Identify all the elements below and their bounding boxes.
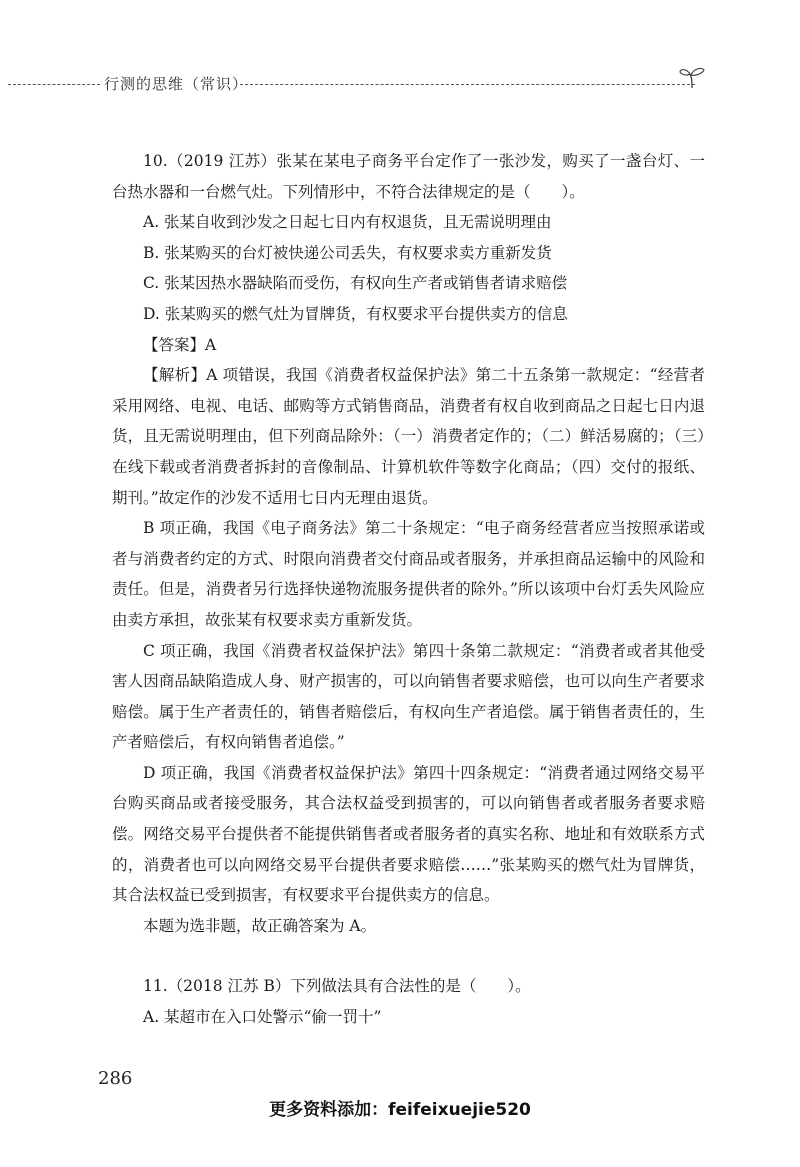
- watermark-text: 更多资料添加：feifeixuejie520: [269, 1100, 531, 1120]
- header-rule-right: [240, 84, 695, 85]
- sprout-icon: [678, 64, 706, 90]
- page-number: 286: [98, 1068, 133, 1089]
- q10-option-b: B. 张某购买的台灯被快递公司丢失，有权要求卖方重新发货: [143, 243, 552, 262]
- page-body: [112, 146, 705, 1033]
- section-gap: [112, 941, 705, 971]
- q10-analysis-b: B 项正确，我国《电子商务法》第二十条规定：“电子商务经营者应当按照承诺或者与消费者约定的方式、时限向消费者交付商品或者服务，并承担商品运输中的风险和责任。但是，消费者另行选择快递物流服务提供者的除外。”所以该项中台灯丢失风险应由卖方承担，故张某有权要求卖方重新发货。: [112, 519, 705, 629]
- question-10-stem: 10.（2019 江苏）张某在某电子商务平台定作了一张沙发，购买了一盏台灯、一台热水器和一台燃气灶。下列情形中，不符合法律规定的是（ ）。: [112, 152, 705, 201]
- question-11-stem: 11.（2018 江苏 B）下列做法具有合法性的是（ ）。: [143, 977, 531, 996]
- q10-analysis-a: 【解析】A 项错误，我国《消费者权益保护法》第二十五条第一款规定：“经营者采用网络、电视、电话、邮购等方式销售商品，消费者有权自收到商品之日起七日内退货，且无需说明理由，但下列商品除外：（一）消费者定作的；（二）鲜活易腐的；（三）在线下载或者消费者拆封的音像制品、计算机软件等数字化商品；（四）交付的报纸、期刊。”故定作的沙发不适用七日内无理由退货。: [112, 366, 705, 507]
- q10-option-d: D. 张某购买的燃气灶为冒牌货，有权要求平台提供卖方的信息: [143, 304, 568, 323]
- q10-conclusion: 本题为选非题，故正确答案为 A。: [143, 916, 377, 935]
- q10-analysis-c: C 项正确，我国《消费者权益保护法》第四十条第二款规定：“消费者或者其他受害人因商品缺陷造成人身、财产损害的，可以向销售者要求赔偿，也可以向生产者要求赔偿。属于生产者责任的，销售者赔偿后，有权向生产者追偿。属于销售者责任的，生产者赔偿后，有权向销售者追偿。”: [112, 641, 705, 752]
- q10-option-c: C. 张某因热水器缺陷而受伤，有权向生产者或销售者请求赔偿: [143, 274, 568, 293]
- q10-option-a: A. 张某自收到沙发之日起七日内有权退货，且无需说明理由: [143, 213, 552, 232]
- header-title: 行测的思维（常识）: [104, 75, 249, 93]
- running-header: [0, 68, 800, 98]
- header-rule-left: [8, 84, 100, 85]
- q11-option-a: A. 某超市在入口处警示“偷一罚十”: [143, 1008, 382, 1027]
- q10-answer: 【答案】A: [143, 335, 217, 354]
- q10-analysis-d: D 项正确，我国《消费者权益保护法》第四十四条规定：“消费者通过网络交易平台购买商品或者接受服务，其合法权益受到损害的，可以向销售者或者服务者要求赔偿。网络交易平台提供者不能提供销售者或者服务者的真实名称、地址和有效联系方式的，消费者也可以向网络交易平台提供者要求赔偿……”张某购买的燃气灶为冒牌货，其合法权益已受到损害，有权要求平台提供卖方的信息。: [112, 763, 705, 905]
